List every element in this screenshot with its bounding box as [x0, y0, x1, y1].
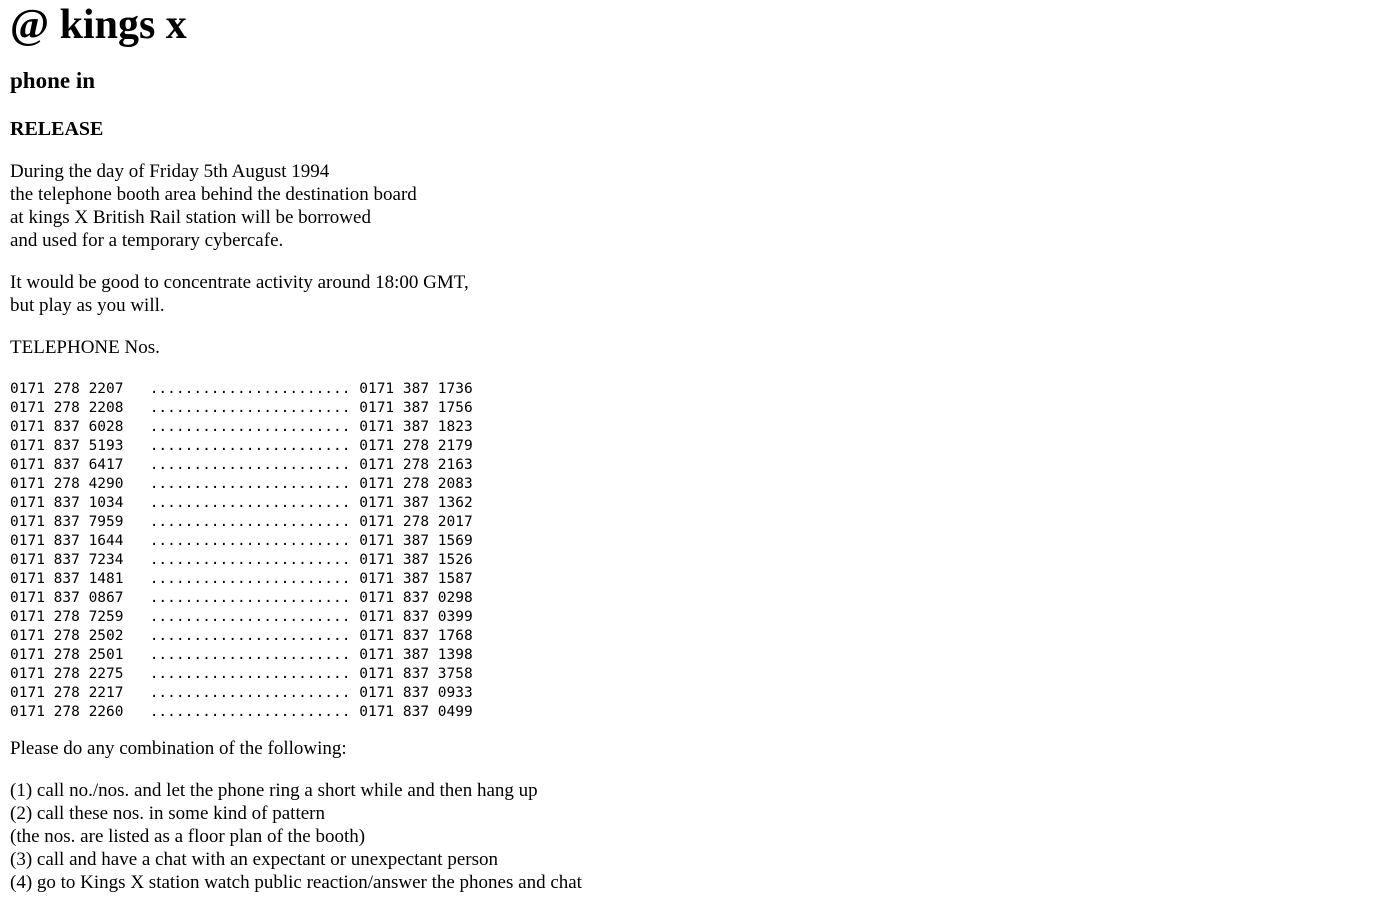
- phone-number-right: 0171 837 0399: [359, 609, 473, 625]
- timing-line: It would be good to concentrate activity around 18:00 GMT,: [10, 272, 469, 293]
- phone-number-right: 0171 837 3758: [359, 666, 473, 682]
- page-subtitle: phone in: [10, 68, 96, 93]
- phone-number-left: 0171 278 7259: [10, 609, 124, 625]
- phone-number-left: 0171 278 2275: [10, 666, 124, 682]
- phone-number-left: 0171 278 2260: [10, 704, 124, 720]
- intro-paragraph: [10, 160, 1382, 252]
- phone-row: [10, 475, 1382, 494]
- phone-row: [10, 380, 1382, 399]
- dotted-separator: .......................: [149, 476, 351, 492]
- dotted-separator: .......................: [149, 628, 351, 644]
- phone-number-right: 0171 387 1362: [359, 495, 473, 511]
- phone-number-right: 0171 837 0933: [359, 685, 473, 701]
- instruction-item: (4) go to Kings X station watch public reaction/answer the phones and chat: [10, 872, 582, 893]
- dotted-separator: .......................: [149, 533, 351, 549]
- instructions-list: [10, 779, 1382, 894]
- dotted-separator: .......................: [149, 381, 351, 397]
- dotted-separator: .......................: [149, 590, 351, 606]
- intro-line: at kings X British Rail station will be borrowed: [10, 207, 371, 228]
- phone-number-left: 0171 278 4290: [10, 476, 124, 492]
- telephone-heading: TELEPHONE Nos.: [10, 337, 160, 358]
- phone-row: [10, 551, 1382, 570]
- instructions-intro: Please do any combination of the following:: [10, 738, 347, 759]
- dotted-separator: .......................: [149, 647, 351, 663]
- phone-row: [10, 684, 1382, 703]
- dotted-separator: .......................: [149, 400, 351, 416]
- phone-row: [10, 665, 1382, 684]
- phone-number-left: 0171 837 6028: [10, 419, 124, 435]
- dotted-separator: .......................: [149, 704, 351, 720]
- dotted-separator: .......................: [149, 571, 351, 587]
- phone-number-left: 0171 837 1034: [10, 495, 124, 511]
- phone-number-left: 0171 837 1481: [10, 571, 124, 587]
- dotted-separator: .......................: [149, 666, 351, 682]
- intro-line: the telephone booth area behind the destination board: [10, 184, 417, 205]
- dotted-separator: .......................: [149, 495, 351, 511]
- dotted-separator: .......................: [149, 685, 351, 701]
- dotted-separator: .......................: [149, 552, 351, 568]
- phone-number-right: 0171 387 1756: [359, 400, 473, 416]
- phone-number-left: 0171 837 7234: [10, 552, 124, 568]
- phone-row: [10, 399, 1382, 418]
- phone-row: [10, 646, 1382, 665]
- phone-number-left: 0171 278 2207: [10, 381, 124, 397]
- dotted-separator: .......................: [149, 457, 351, 473]
- dotted-separator: .......................: [149, 419, 351, 435]
- phone-row: [10, 418, 1382, 437]
- instruction-item: (the nos. are listed as a floor plan of the booth): [10, 826, 366, 847]
- timing-paragraph: [10, 271, 1382, 317]
- phone-number-right: 0171 837 0499: [359, 704, 473, 720]
- phone-number-left: 0171 837 5193: [10, 438, 124, 454]
- phone-number-right: 0171 837 0298: [359, 590, 473, 606]
- phone-number-left: 0171 278 2501: [10, 647, 124, 663]
- phone-row: [10, 627, 1382, 646]
- phone-number-left: 0171 837 7959: [10, 514, 124, 530]
- phone-row: [10, 608, 1382, 627]
- section-heading: RELEASE: [10, 118, 104, 140]
- phone-number-right: 0171 387 1526: [359, 552, 473, 568]
- phone-row: [10, 703, 1382, 722]
- phone-number-left: 0171 837 1644: [10, 533, 124, 549]
- phone-number-right: 0171 387 1736: [359, 381, 473, 397]
- phone-number-right: 0171 837 1768: [359, 628, 473, 644]
- phone-row: [10, 437, 1382, 456]
- phone-number-right: 0171 278 2017: [359, 514, 473, 530]
- phone-number-left: 0171 837 6417: [10, 457, 124, 473]
- instruction-item: (1) call no./nos. and let the phone ring a short while and then hang up: [10, 780, 538, 801]
- instruction-item: (2) call these nos. in some kind of pattern: [10, 803, 326, 824]
- phone-row: [10, 494, 1382, 513]
- intro-line: and used for a temporary cybercafe.: [10, 230, 284, 251]
- intro-line: During the day of Friday 5th August 1994: [10, 161, 330, 182]
- phone-row: [10, 532, 1382, 551]
- phone-number-right: 0171 278 2163: [359, 457, 473, 473]
- dotted-separator: .......................: [149, 609, 351, 625]
- page-title: @ kings x: [10, 2, 187, 48]
- dotted-separator: .......................: [149, 438, 351, 454]
- phone-number-list: [10, 380, 1382, 722]
- phone-number-right: 0171 387 1569: [359, 533, 473, 549]
- phone-row: [10, 570, 1382, 589]
- phone-number-left: 0171 278 2502: [10, 628, 124, 644]
- phone-number-right: 0171 387 1587: [359, 571, 473, 587]
- phone-number-left: 0171 278 2217: [10, 685, 124, 701]
- phone-number-left: 0171 278 2208: [10, 400, 124, 416]
- timing-line: but play as you will.: [10, 295, 165, 316]
- phone-number-right: 0171 387 1398: [359, 647, 473, 663]
- phone-number-left: 0171 837 0867: [10, 590, 124, 606]
- phone-row: [10, 456, 1382, 475]
- instruction-item: (3) call and have a chat with an expectant or unexpectant person: [10, 849, 498, 870]
- phone-row: [10, 589, 1382, 608]
- phone-number-right: 0171 387 1823: [359, 419, 473, 435]
- phone-row: [10, 513, 1382, 532]
- phone-number-right: 0171 278 2179: [359, 438, 473, 454]
- dotted-separator: .......................: [149, 514, 351, 530]
- phone-number-right: 0171 278 2083: [359, 476, 473, 492]
